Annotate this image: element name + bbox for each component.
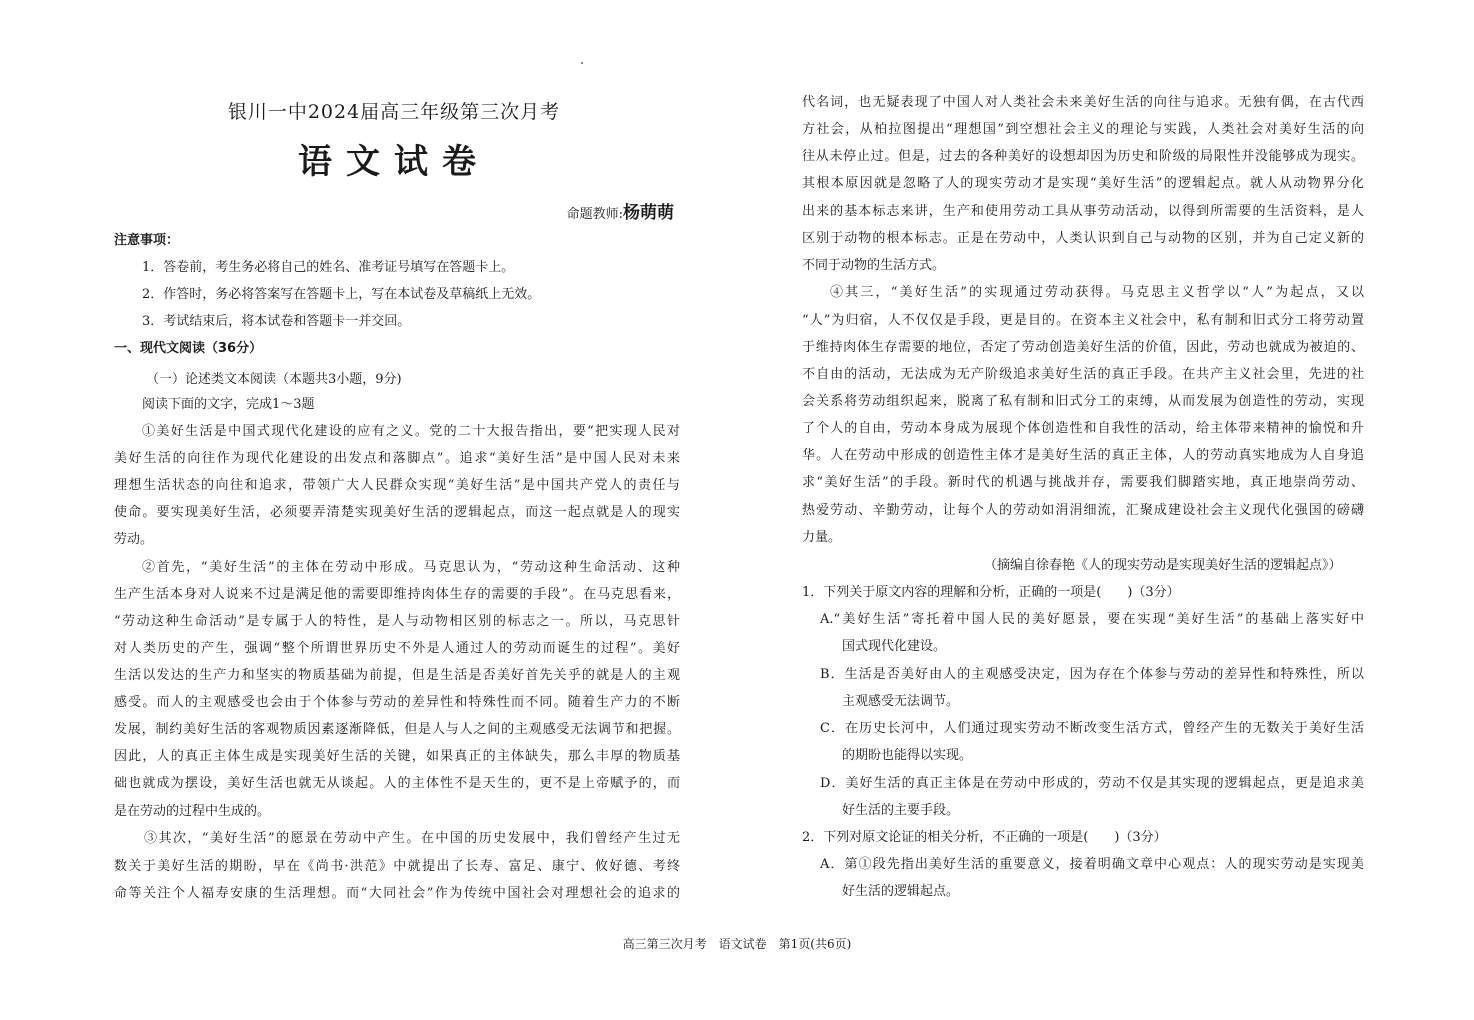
left-text-line: ③其次，“美好生活”的愿景在劳动中产生。在中国的历史发展中，我们曾经产生过无 (144, 831, 680, 846)
left-text-line: 3．考试结束后，将本试卷和答题卡一并交回。 (142, 314, 411, 329)
left-text-line: 劳动。 (114, 532, 154, 547)
left-text-line: 数关于美好生活的期盼，早在《尚书·洪范》中就提出了长寿、富足、康宁、攸好德、考终 (114, 859, 680, 874)
left-text-line: 使命。要实现美好生活，必须要弄清楚实现美好生活的逻辑起点，而这一起点就是人的现实 (114, 505, 680, 520)
left-text-line: 理想生活状态的向往和追求，带领广大人民群众实现“美好生活”是中国共产党人的责任与 (114, 478, 680, 493)
right-text-line: （摘编自徐春艳《人的现实劳动是实现美好生活的逻辑起点》） (984, 558, 1342, 573)
right-text-line: 的期盼也能得以实现。 (842, 748, 973, 763)
left-text-line: 础也就成为摆设，美好生活也就无从谈起。人的主体性不是天生的，更不是上帝赋予的，而 (114, 776, 680, 791)
left-text-line: 美好生活的向往作为现代化建设的出发点和落脚点”。追求“美好生活”是中国人民对未来 (114, 451, 680, 466)
exam-subtitle: 银川一中2024届高三年级第三次月考 (227, 101, 561, 123)
right-text-line: A.“美好生活”寄托着中国人民的美好愿景，要在实现“美好生活”的基础上落实好中 (820, 612, 1364, 627)
author-line (567, 198, 674, 223)
right-text-line: 好生活的逻辑起点。 (842, 884, 960, 899)
right-text-line: 于维持肉体生存需要的地位，否定了劳动创造美好生活的价值，因此，劳动也就成为被迫的、 (802, 340, 1364, 355)
right-text-line: 出来的基本标志来讲，生产和使用劳动工具从事劳动活动，以得到所需要的生活资料，是人 (802, 204, 1364, 219)
left-text-line: 感受。而人的主观感受也会由于个体参与劳动的差异性和特殊性而不同。随着生产力的不断 (114, 695, 680, 710)
left-text-line: 是在劳动的过程中生成的。 (114, 804, 271, 819)
left-text-line: 2．作答时，务必将答案写在答题卡上，写在本试卷及草稿纸上无效。 (142, 287, 541, 302)
right-text-line: “人”为归宿，人不仅仅是手段，更是目的。在资本主义社会中，私有制和旧式分工将劳动置 (802, 313, 1364, 328)
right-text-line: 不自由的活动，无法成为无产阶级追求美好生活的真正手段。在共产主义社会里，先进的社 (802, 367, 1364, 382)
left-text-line: 因此，人的真正主体生成是实现美好生活的关键，如果真正的主体缺失，那么丰厚的物质基 (114, 749, 680, 764)
right-text-line: 好生活的主要手段。 (842, 803, 960, 818)
author-label: 命题教师: (566, 207, 623, 222)
left-text-line: ②首先，“美好生活”的主体在劳动中形成。马克思认为，“劳动这种生命活动、这种 (142, 560, 680, 575)
right-text-line: D．美好生活的真正主体是在劳动中形成的，劳动不仅是其实现的逻辑起点，更是追求美 (820, 776, 1364, 791)
page-footer: 高三第三次月考 语文试卷 第1页(共6页) (622, 937, 852, 951)
exam-title: 语文试卷 (298, 142, 490, 182)
left-text-line: 命等关注个人福寿安康的生活理想。而“大同社会”作为传统中国社会对理想社会的追求的 (114, 886, 680, 901)
right-text-line: 方社会，从柏拉图提出“理想国”到空想社会主义的理论与实践，人类社会对美好生活的向 (802, 122, 1364, 137)
left-text-line: 阅读下面的文字，完成1～3题 (142, 397, 315, 412)
right-text-line: 国式现代化建设。 (842, 639, 947, 654)
right-text-line: 求“美好生活”的手段。新时代的机遇与挑战并存，需要我们脚踏实地，真正地崇尚劳动、 (802, 475, 1364, 490)
right-text-line: 往从未停止过。但是，过去的各种美好的设想却因为历史和阶级的局限性并没能够成为现实。 (802, 149, 1364, 164)
left-text-line: 注意事项： (114, 233, 180, 248)
author-name: 杨萌萌 (623, 203, 674, 223)
right-text-line: 不同于动物的生活方式。 (802, 258, 946, 273)
right-text-line: 其根本原因就是忽略了人的现实劳动才是实现“美好生活”的逻辑起点。就人从动物界分化 (802, 176, 1364, 191)
left-text-line: 生活以发达的生产力和坚实的物质基础为前提，但是生活是否美好首先关乎的就是人的主观 (114, 668, 680, 683)
right-text-line: C．在历史长河中，人们通过现实劳动不断改变生活方式，曾经产生的无数关于美好生活 (820, 721, 1364, 736)
right-text-line: 力量。 (802, 530, 842, 545)
scan-dot (581, 62, 583, 64)
left-text-line: 一、现代文阅读（36分） (114, 341, 263, 356)
right-text-line: A．第①段先指出美好生活的重要意义，接着明确文章中心观点：人的现实劳动是实现美 (820, 857, 1364, 872)
right-text-line: 代名词，也无疑表现了中国人对人类社会未来美好生活的向往与追求。无独有偶，在古代西 (802, 95, 1364, 110)
left-text-line: ①美好生活是中国式现代化建设的应有之义。党的二十大报告指出，要“把实现人民对 (142, 424, 680, 439)
right-text-line: 了个人的自由，劳动本身成为展现个体创造性和自我性的活动，给主体带来精神的愉悦和升 (802, 421, 1364, 436)
right-text-line: 区别于动物的根本标志。正是在劳动中，人类认识到自己与动物的区别，并为自己定义新的 (802, 231, 1364, 246)
right-text-line: B．生活是否美好由人的主观感受决定，因为存在个体参与劳动的差异性和特殊性，所以 (820, 667, 1364, 682)
right-text-line: 主观感受无法调节。 (842, 694, 960, 709)
right-text-line: 会关系将劳动组织起来，脱离了私有制和旧式分工的束缚，从而发展为创造性的劳动，实现 (802, 394, 1364, 409)
left-text-line: 1．答卷前，考生务必将自己的姓名、准考证号填写在答题卡上。 (142, 260, 515, 275)
right-text-line: 2．下列对原文论证的相关分析，不正确的一项是( )（3分） (802, 830, 1167, 845)
right-text-line: 华。人在劳动中形成的创造性主体才是美好生活的真正主体，人的劳动真实地成为人自身追 (802, 448, 1364, 463)
left-text-line: 生产生活本身对人说来不过是满足他的需要即维持肉体生存的需要的手段”。在马克思看来， (114, 587, 680, 602)
left-text-line: （一）论述类文本阅读（本题共3小题，9分) (146, 372, 402, 387)
left-text-line: 对人类历史的产生，强调“整个所谓世界历史不外是人通过人的劳动而诞生的过程”。美好 (114, 641, 680, 656)
left-text-line: 发展，制约美好生活的客观物质因素逐渐降低，但是人与人之间的主观感受无法调节和把握。 (114, 722, 680, 737)
right-text-line: ④其三，“美好生活”的实现通过劳动获得。马克思主义哲学以“人”为起点，又以 (830, 285, 1364, 300)
right-text-line: 热爱劳动、辛勤劳动，让每个人的劳动如涓涓细流，汇聚成建设社会主义现代化强国的磅礴 (802, 503, 1364, 518)
left-text-line: “劳动这种生命活动”是专属于人的特性，是人与动物相区别的标志之一。所以，马克思针 (114, 614, 680, 629)
right-text-line: 1．下列关于原文内容的理解和分析，正确的一项是( )（3分） (802, 585, 1180, 600)
